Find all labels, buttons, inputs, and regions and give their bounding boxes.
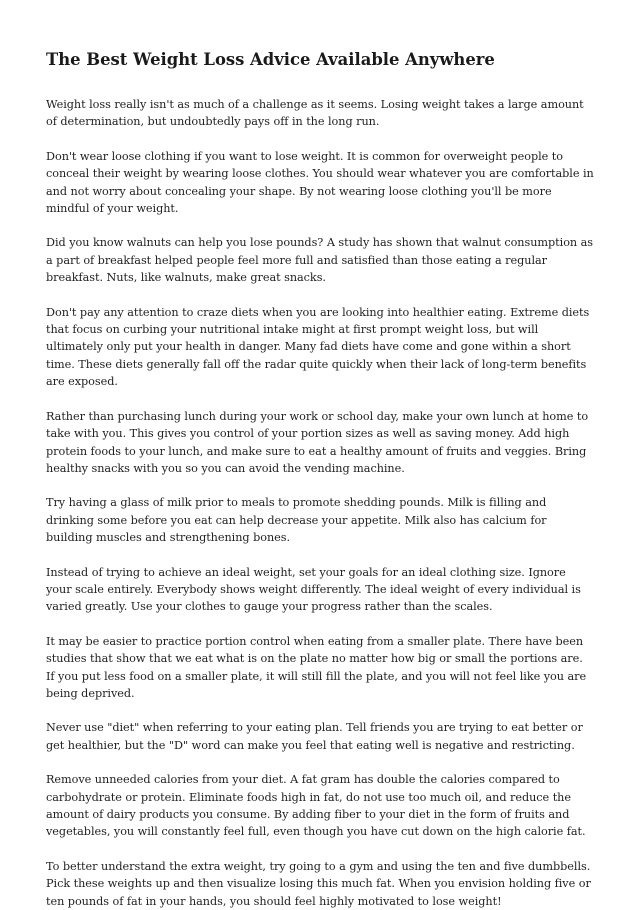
paragraph-dumbbells: To better understand the extra weight, try going to a gym and using the ten and five dumbbells. Pick these weights up and then visualize losing this much fat. When you envision holding five or ten pounds of fat in your hands, you should feel highly motivated to lose weight!	[46, 859, 591, 908]
paragraph-loose-clothing: Don't wear loose clothing if you want to lose weight. It is common for overweight people to conceal their weight by wearing loose clothes. You should wear whatever you are comfortable in and not worry about concealing your shape. By not wearing loose clothing you'll be more mindful of your weight.	[46, 149, 594, 216]
paragraph-lunch: Rather than purchasing lunch during your work or school day, make your own lunch at home to take with you. This gives you control of your portion sizes as well as saving money. Add high protein foods to your lunch, and make sure to eat a healthy amount of fruits and veggies. Bring healthy snacks with you so you can avoid the vending machine.	[46, 409, 589, 475]
paragraph-calories: Remove unneeded calories from your diet. A fat gram has double the calories compared to carbohydrate or protein. Eliminate foods high in fat, do not use too much oil, and reduce the amount of dairy products you consume. By adding fiber to your diet in the form of fruits and vegetables, you will constantly feel full, even though you have cut down on the high calorie fat.	[46, 773, 586, 839]
document-title: The Best Weight Loss Advice Available Anywhere	[46, 50, 495, 69]
paragraph-intro: Weight loss really isn't as much of a challenge as it seems. Losing weight takes a large amount of determination, but undoubtedly pays off in the long run.	[46, 98, 584, 129]
paragraph-craze-diets: Don't pay any attention to craze diets when you are looking into healthier eating. Extreme diets that focus on curbing your nutritional intake might at first prompt weight loss, but will ultimately only put your health in danger. Many fad diets have come and gone within a short time. These diets generally fall off the radar quite quickly when their lack of long-term benefits are exposed.	[46, 305, 590, 389]
paragraph-walnuts: Did you know walnuts can help you lose pounds? A study has shown that walnut consumption as a part of breakfast helped people feel more full and satisfied than those eating a regular breakfast. Nuts, like walnuts, make great snacks.	[46, 236, 594, 285]
paragraph-milk: Try having a glass of milk prior to meals to promote shedding pounds. Milk is filling and drinking some before you eat can help decrease your appetite. Milk also has calcium for building muscles and strengthening bones.	[46, 496, 547, 545]
paragraph-diet-word: Never use "diet" when referring to your eating plan. Tell friends you are trying to eat better or get healthier, but the "D" word can make you feel that eating well is negative and restricting.	[46, 721, 583, 752]
paragraph-clothing-size: Instead of trying to achieve an ideal weight, set your goals for an ideal clothing size. Ignore your scale entirely. Everybody shows weight differently. The ideal weight of every individual is varied greatly. Use your clothes to gauge your progress rather than the scales.	[46, 565, 581, 614]
paragraph-smaller-plate: It may be easier to practice portion control when eating from a smaller plate. There have been studies that show that we eat what is on the plate no matter how big or small the portions are. If you put less food on a smaller plate, it will still fill the plate, and you will not feel like you are being deprived.	[46, 634, 587, 700]
